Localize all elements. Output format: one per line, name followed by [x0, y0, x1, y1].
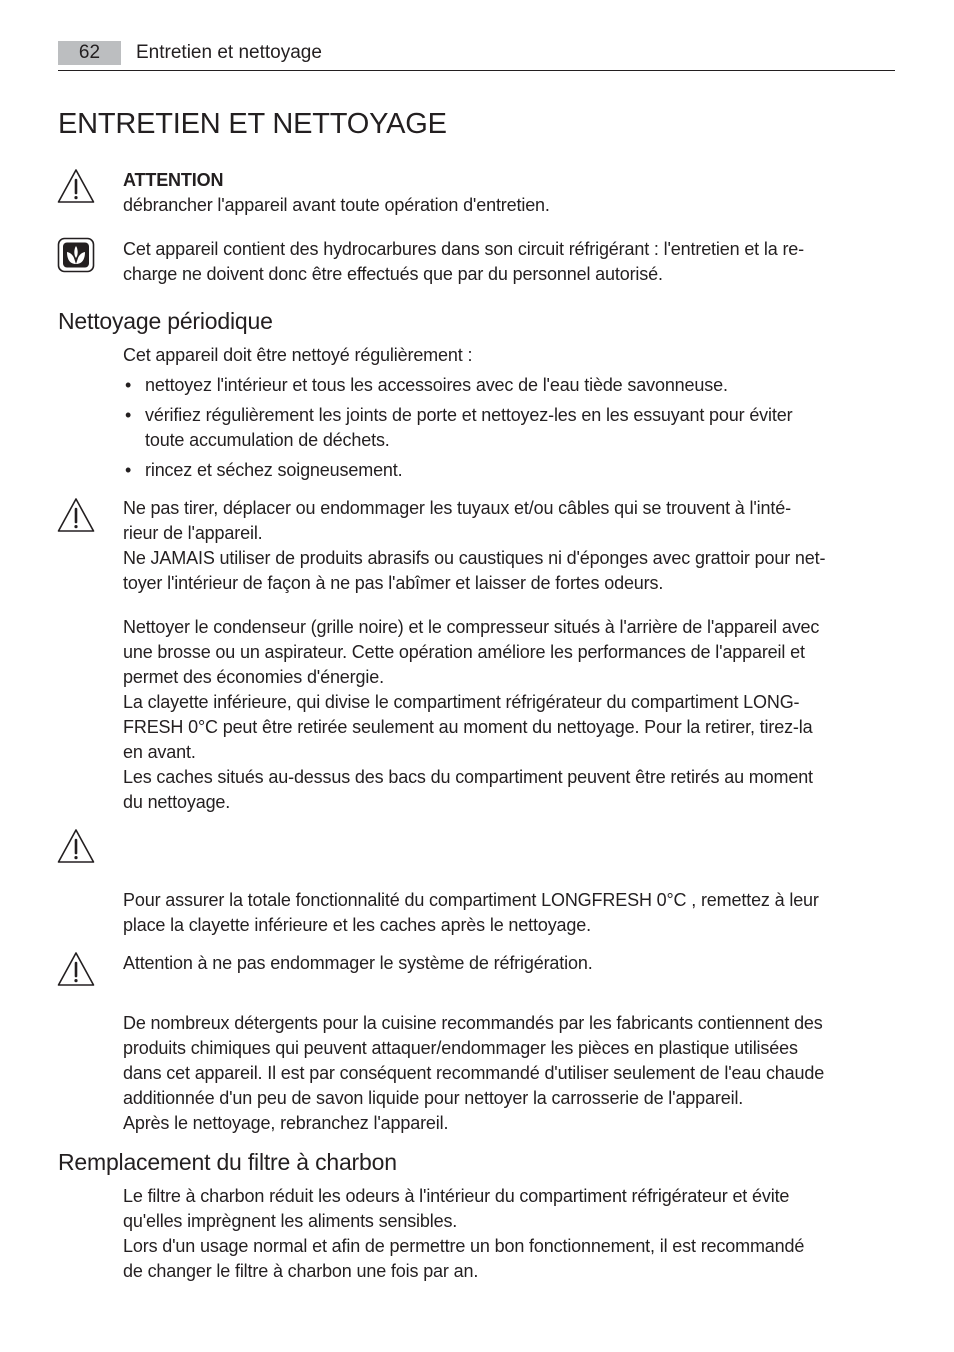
section-heading-periodic-cleaning: Nettoyage périodique	[58, 308, 273, 334]
refrigerant-note-line: Cet appareil contient des hydrocarbures dans son circuit réfrigérant : l'entretien et la re-	[123, 239, 804, 259]
refrigerant-note-line: charge ne doivent donc être effectués que par du personnel autorisé.	[123, 264, 663, 284]
text-line: Attention à ne pas endommager le système de réfrigération.	[123, 953, 593, 973]
text-line: Les caches situés au-dessus des bacs du compartiment peuvent être retirés au moment	[123, 767, 813, 787]
text-line: Ne JAMAIS utiliser de produits abrasifs ou caustiques ni d'éponges avec grattoir pour net-	[123, 548, 826, 568]
list-item: • nettoyez l'intérieur et tous les accessoires avec de l'eau tiède savonneuse.	[123, 373, 895, 398]
list-item: • vérifiez régulièrement les joints de porte et nettoyez-les en les essuyant pour éviter toute accumulation de déchets.	[123, 403, 895, 453]
condenser-paragraph	[123, 615, 895, 815]
page-number: 62	[58, 41, 121, 65]
text-line: produits chimiques qui peuvent attaquer/endommager les pièces en plastique utilisées	[123, 1038, 798, 1058]
refrigerant-note	[123, 237, 895, 287]
attention-label: ATTENTION	[123, 170, 224, 190]
text-line: additionnée d'un peu de savon liquide pour nettoyer la carrosserie de l'appareil.	[123, 1088, 744, 1108]
text-line: toyer l'intérieur de façon à ne pas l'abîmer et laisser de fortes odeurs.	[123, 573, 664, 593]
warning-triangle-icon	[57, 828, 95, 864]
periodic-intro-text: Cet appareil doit être nettoyé régulièrement :	[123, 345, 473, 365]
text-line: De nombreux détergents pour la cuisine recommandés par les fabricants contiennent des	[123, 1013, 823, 1033]
warning-triangle-icon	[57, 497, 95, 533]
text-line: Le filtre à charbon réduit les odeurs à l'intérieur du compartiment réfrigérateur et évite	[123, 1186, 790, 1206]
warning-triangle-icon	[57, 168, 95, 204]
text-line: FRESH 0°C peut être retirée seulement au moment du nettoyage. Pour la retirer, tirez-la	[123, 717, 813, 737]
periodic-bullet-list	[123, 373, 895, 488]
text-line: en avant.	[123, 742, 196, 762]
attention-text: débrancher l'appareil avant toute opération d'entretien.	[123, 195, 550, 215]
header-rule	[58, 70, 895, 71]
text-line: qu'elles imprègnent les aliments sensibles.	[123, 1211, 458, 1231]
attention-block	[123, 168, 895, 218]
text-line: permet des économies d'énergie.	[123, 667, 384, 687]
page-title: ENTRETIEN ET NETTOYAGE	[58, 108, 447, 140]
running-header-title: Entretien et nettoyage	[136, 42, 322, 63]
text-line: rieur de l'appareil.	[123, 523, 263, 543]
warning-triangle-icon	[57, 951, 95, 987]
detergents-paragraph	[123, 1011, 895, 1136]
environment-protection-icon	[57, 237, 95, 273]
warning-pipes-text	[123, 496, 895, 596]
text-line: Après le nettoyage, rebranchez l'appareil.	[123, 1113, 449, 1133]
page-header	[58, 40, 895, 70]
filter-paragraph	[123, 1184, 895, 1284]
text-line: La clayette inférieure, qui divise le compartiment réfrigérateur du compartiment LONG-	[123, 692, 800, 712]
text-line: de changer le filtre à charbon une fois par an.	[123, 1261, 479, 1281]
text-line: du nettoyage.	[123, 792, 231, 812]
text-line: une brosse ou un aspirateur. Cette opération améliore les performances de l'appareil et	[123, 642, 805, 662]
text-line: dans cet appareil. Il est par conséquent recommandé d'utiliser seulement de l'eau chaude	[123, 1063, 825, 1083]
text-line: place la clayette inférieure et les caches après le nettoyage.	[123, 915, 591, 935]
text-line: Nettoyer le condenseur (grille noire) et le compresseur situés à l'arrière de l'appareil avec	[123, 617, 820, 637]
section-heading-filter-replacement: Remplacement du filtre à charbon	[58, 1149, 397, 1175]
text-line: Ne pas tirer, déplacer ou endommager les tuyaux et/ou câbles qui se trouvent à l'inté-	[123, 498, 791, 518]
periodic-intro	[123, 343, 895, 368]
longfresh-paragraph	[123, 888, 895, 938]
text-line: Lors d'un usage normal et afin de permettre un bon fonctionnement, il est recommandé	[123, 1236, 805, 1256]
list-item: • rincez et séchez soigneusement.	[123, 458, 895, 483]
warning-cooling-text	[123, 951, 895, 976]
text-line: Pour assurer la totale fonctionnalité du compartiment LONGFRESH 0°C , remettez à leur	[123, 890, 819, 910]
